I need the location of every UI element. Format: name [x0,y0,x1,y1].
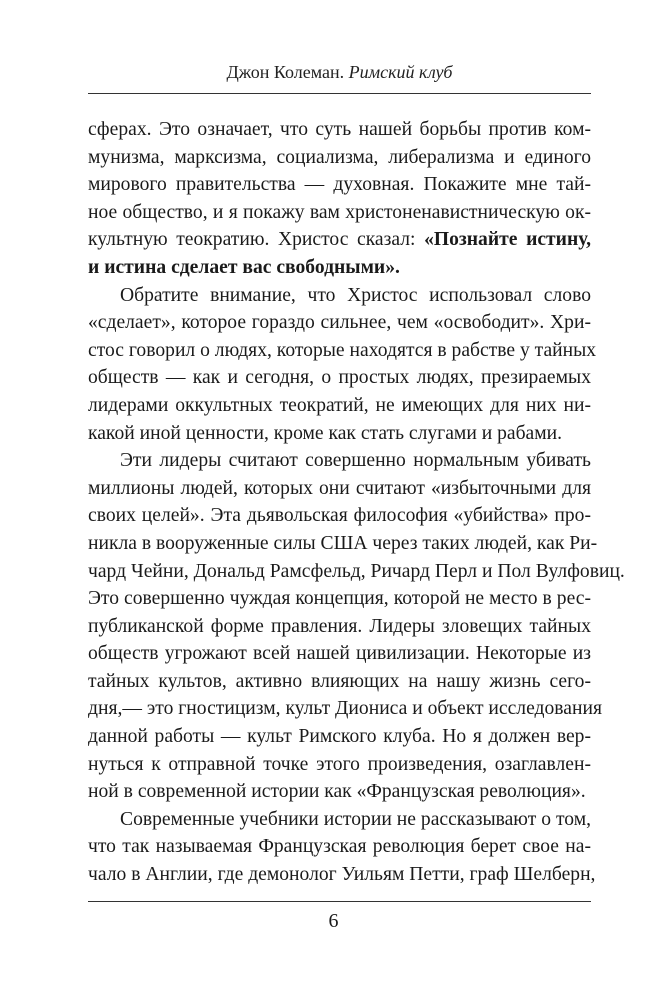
text-line: миллионы людей, которых они считают «избыточными для [88,477,591,499]
text-segment: культную теократию. Христос сказал: [88,229,425,251]
text-line: «сделает», которое гораздо сильнее, чем «освободит». Хри- [88,312,591,334]
header-rule [88,93,591,94]
text-line: лидерами оккультных теократий, не имеющих для них ни- [88,394,591,416]
text-line: нуться к отправной точке этого произведения, озаглавлен- [88,753,591,775]
text-line: ное общество, и я покажу вам христоненавистническую ок- [88,201,591,223]
header-title: Римский клуб [348,62,453,82]
text-line: стос говорил о людях, которые находятся в рабстве у тайных [88,339,597,361]
text-line: данной работы — культ Римского клуба. Но я должен вер- [88,726,591,748]
header-author: Джон Колеман. [226,62,345,82]
text-line-end: ной в современной истории как «Французская революция». [88,781,586,803]
text-line: своих целей». Эта дьявольская философия «убийства» про- [88,505,591,527]
text-line: обществ — как и сегодня, о простых людях, презираемых [88,367,591,389]
text-line: обществ угрожают всей нашей цивилизации. Некоторые из [88,643,591,665]
text-line: чард Чейни, Дональд Рамсфельд, Ричард Перл и Пол Вулфовиц. [88,560,625,582]
text-line: дня,— это гностицизм, культ Диониса и объект исследования [88,698,602,720]
body-text [88,116,625,889]
bold-quote-start: «Познайте истину, [424,229,591,251]
text-line: никла в вооруженные силы США через таких людей, как Ри- [88,532,598,554]
text-line: мирового правительства — духовная. Покажите мне тай- [88,174,591,196]
text-line-end: какой иной ценности, кроме как стать слугами и рабами. [88,422,563,444]
text-line: тайных культов, активно влияющих на нашу жизнь сего- [88,670,591,692]
text-line: публиканской форме правления. Лидеры зловещих тайных [88,615,591,637]
text-line-indented: Обратите внимание, что Христос использовал слово [120,284,591,306]
text-line: Это совершенно чуждая концепция, которой не место в рес- [88,588,591,610]
running-header [88,62,591,83]
text-line-indented: Современные учебники истории не рассказывают о том, [120,808,591,830]
text-line-mixed [88,226,591,254]
text-line: чало в Англии, где демонолог Уильям Петти, граф Шелберн, [88,864,596,886]
text-line: сферах. Это означает, что суть нашей борьбы против ком- [88,119,591,140]
text-line-indented: Эти лидеры считают совершенно нормальным убивать [120,450,591,472]
bold-quote-end: и истина сделает вас свободными». [88,256,400,278]
text-line: мунизма, марксизма, социализма, либерализма и единого [88,146,591,168]
page-number: 6 [328,910,339,932]
footer-rule [88,901,591,902]
text-line: что так называемая Французская революция берет свое на- [88,836,591,858]
